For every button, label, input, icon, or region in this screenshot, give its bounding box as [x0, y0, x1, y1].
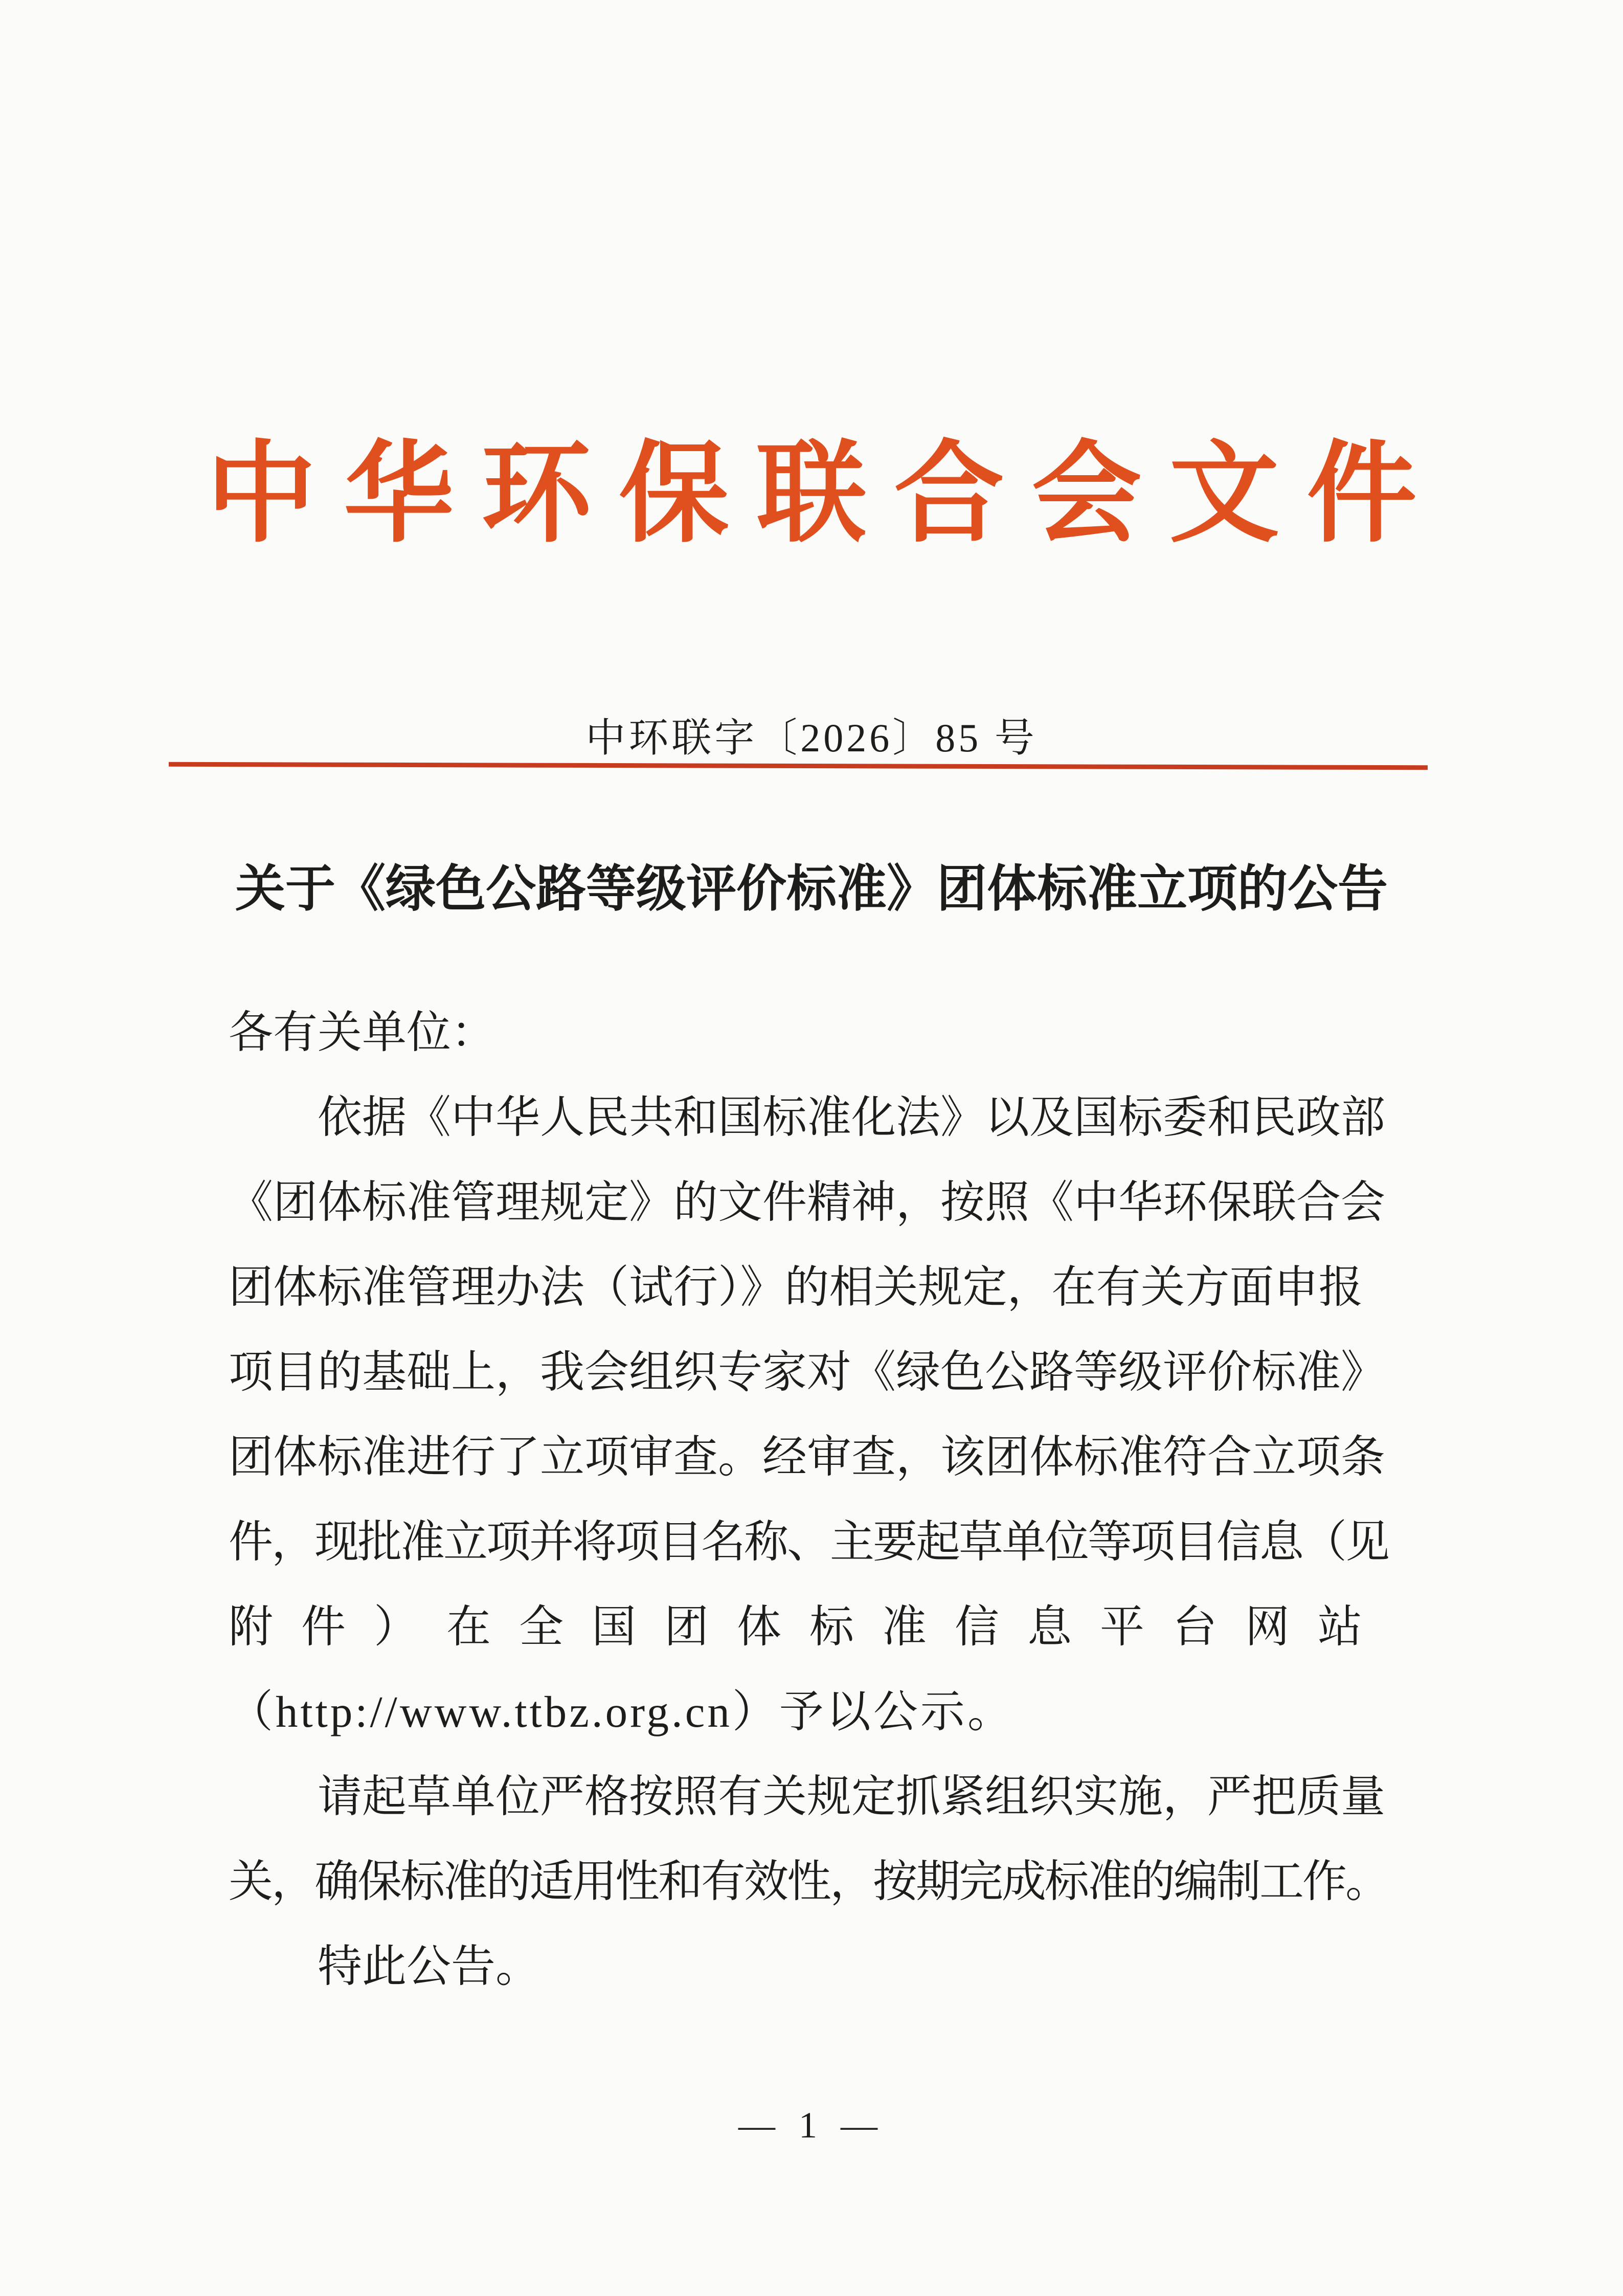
- body-line: 团体标准管理办法（试行）》的相关规定，在有关方面申报: [229, 1262, 1363, 1312]
- body-line: 件，现批准立项并将项目名称、主要起草单位等项目信息（见: [229, 1517, 1388, 1567]
- body-line: 请起草单位严格按照有关规定抓紧组织实施，严把质量: [318, 1772, 1385, 1821]
- body-line: 关，确保标准的适用性和有效性，按期完成标准的编制工作。: [229, 1857, 1388, 1906]
- body-line: 项目的基础上，我会组织专家对《绿色公路等级评价标准》: [229, 1347, 1385, 1397]
- document-body: [229, 990, 1394, 2009]
- document-number: 中环联字〔2026〕85 号: [585, 716, 1038, 760]
- body-line: 团体标准进行了立项审查。经审查，该团体标准符合立项条: [229, 1432, 1385, 1482]
- page-number: — 1 —: [738, 2105, 885, 2146]
- document-title: 关于《绿色公路等级评价标准》团体标准立项的公告: [235, 862, 1388, 917]
- body-line: 《团体标准管理规定》的文件精神，按照《中华环保联合会: [229, 1177, 1385, 1227]
- salutation: 各有关单位：: [229, 1008, 495, 1057]
- body-line: 依据《中华人民共和国标准化法》以及国标委和民政部: [318, 1093, 1385, 1142]
- closing-line: 特此公告。: [318, 1942, 540, 1991]
- document-org-title: 中华环保联合会文件: [206, 433, 1445, 555]
- body-line: 附件）在全国团体标准信息平台网站: [229, 1602, 1390, 1652]
- body-line-url: （http://www.ttbz.org.cn）予以公示。: [229, 1687, 1015, 1736]
